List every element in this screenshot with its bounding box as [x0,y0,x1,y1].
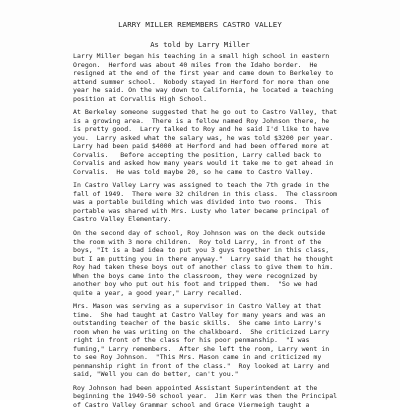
text-line: Oregon. Herford was about 40 miles from the Idaho border. He [73,60,318,69]
text-line: At Berkeley someone suggested that he go out to Castro Valley, that [73,108,338,117]
paragraph [73,181,389,224]
text-line: Castro Valley Elementary. [73,215,172,224]
text-line: the room with 3 more children. Roy told Larry, in front of the [73,237,322,246]
text-line: On the second day of school, Roy Johnson was on the deck outside [73,229,326,238]
document-byline: As told by Larry Miller [150,40,250,49]
text-line: you. Larry asked what the salary was, he was told $3200 per year. [73,133,334,142]
paragraph [73,52,389,103]
text-line: resigned at the end of the first year and came down to Berkeley to [73,69,334,77]
paragraph [73,302,389,379]
text-line: Corvalis. He was told maybe 20, so he came to Castro Valley. [73,167,314,176]
text-line: year he said. On the way down to California, he located a teaching [73,86,334,94]
text-line: boys, "It is a bad idea to put you 3 guys together in this class, [73,246,330,255]
text-line: portable was shared with Mrs. Lusty who later became principal of [73,206,330,215]
text-line: When the boys came into the classroom, they were recognized by [73,271,318,280]
text-line: position at Corvallis High School. [73,94,208,103]
text-line: Larry Miller began his teaching in a small high school in eastern [73,52,330,60]
paragraph [73,108,389,176]
text-line: penmanship right in front of the class." Roy looked at Larry and [73,361,330,370]
text-line: beginning the 1949-50 school year. Jim Kerr was then the Principal [73,392,338,401]
text-line: outstanding teacher of the basic skills. She came into Larry's [73,319,322,328]
text-line: fall of 1949. There were 32 children in this class. The classroom [73,189,338,198]
text-line: is a growing area. There is a fellow named Roy Johnson there, he [73,116,330,125]
text-line: but I am putting you in there anyway." Larry said that he thought [73,254,334,263]
document-title: LARRY MILLER REMEMBERS CASTRO VALLEY [118,20,282,29]
text-line: In Castro Valley Larry was assigned to teach the 7th grade in the [73,181,330,190]
text-line: Larry had been paid $4000 at Herford and had been offered more at [73,142,330,151]
text-line: right in front of the class for his poor penmanship. "I was [73,336,310,345]
text-line: said, "Well you can do better, can't you." [73,370,239,379]
text-line: of Castro Valley Grammar school and Grace Viermeigh taught a [73,400,310,409]
text-line: attend summer school. Nobody stayed in Herford for more than one [73,77,330,86]
text-line: is pretty good. Larry talked to Roy and he said I'd like to have [73,125,330,134]
text-line: Corvalis and asked how many years would it take me to get ahead in [73,159,334,168]
text-line: to see Roy Johnson. "This Mrs. Mason came in and criticized my [73,353,322,362]
text-line: Roy Johnson had been appointed Assistant Superintendent at the [73,383,318,392]
text-line: room when he was writing on the chalkboard. She criticized Larry [73,327,330,336]
paragraph [73,229,389,297]
document-body [73,52,389,415]
text-line: Roy had taken these boys out of another class to give them to him. [73,263,334,272]
text-line: quite a year, a good year," Larry recalled. [73,288,243,297]
text-line: fuming," Larry remembers. After she left the room, Larry went in [73,344,330,353]
paragraph [73,384,389,410]
text-line: was a portable building which was divided into two rooms. This [73,198,322,207]
text-line: time. She had taught at Castro Valley for many years and was an [73,310,326,319]
text-line: another boy who put out his foot and tripped them. "So we had [73,280,318,289]
text-line: Mrs. Mason was serving as a supervisor in Castro Valley at that [73,302,322,311]
text-line: Corvalis. Before accepting the position, Larry called back to [73,150,322,159]
